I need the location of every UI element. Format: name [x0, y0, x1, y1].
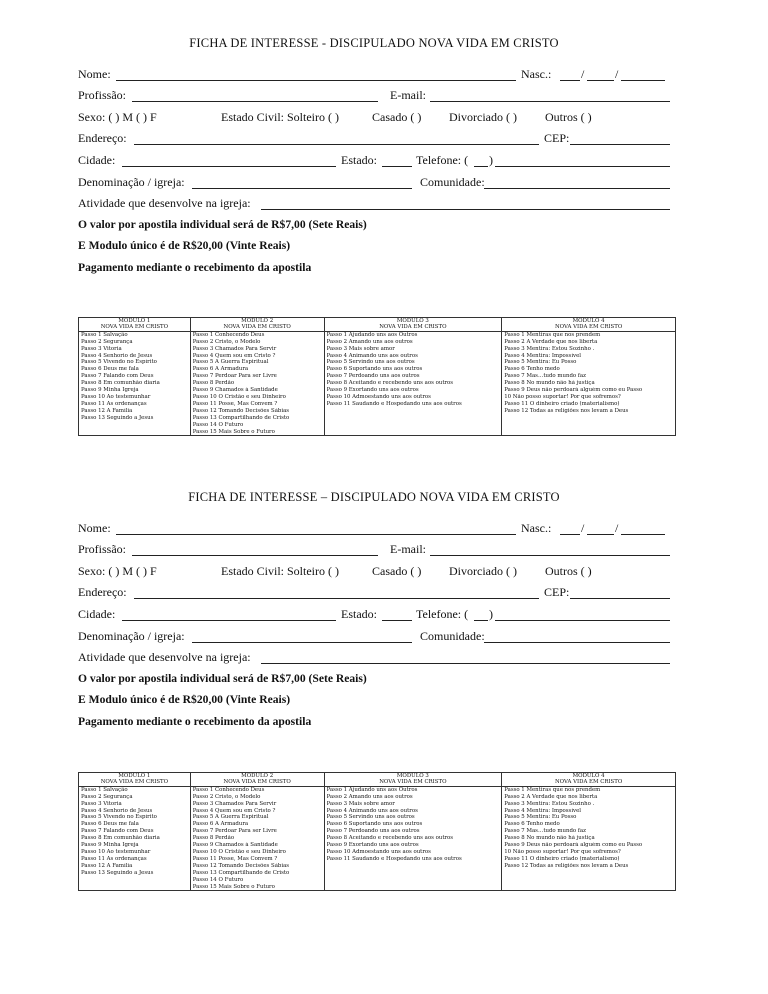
module-step: Passo 12 A Família: [81, 862, 133, 869]
module-step: Passo 7 Perdoar Para ser Livre: [192, 828, 277, 835]
form-title: FICHA DE INTERESSE – DISCIPULADO NOVA VIDA EM CRISTO: [188, 490, 560, 504]
module-number: MODULO 3: [396, 318, 429, 324]
row-endereco: [78, 583, 672, 605]
label-telefone: Telefone: (: [416, 606, 469, 621]
note-text: O valor por apostila individual será de R$7,00 (Sete Reais): [78, 671, 367, 685]
note-price-single: [78, 215, 672, 237]
module-step: Passo 7 Perdoando uns aos outros: [326, 828, 420, 835]
modules-header-row: [79, 773, 676, 787]
note-price-module: [78, 237, 672, 259]
module-step: Passo 11 Posse, Mas Convem ?: [192, 855, 278, 862]
label-comunidade: Comunidade:: [420, 628, 485, 643]
label-email: E-mail:: [390, 542, 426, 557]
module-step: Passo 1 Ajudando uns aos Outros: [326, 786, 418, 793]
module-step: Passo 12 Todas as religiões nos levam a Deus: [504, 407, 629, 414]
module-subtitle: NOVA VIDA EM CRISTO: [554, 324, 623, 331]
label-estado-civil[interactable]: Estado Civil: Solteiro ( ): [221, 109, 339, 124]
label-casado[interactable]: Casado ( ): [372, 563, 422, 578]
module-step: Passo 1 Conhecendo Deus: [192, 786, 265, 793]
module-step: Passo 9 Minha Igreja: [81, 387, 139, 394]
label-divorciado[interactable]: Divorciado ( ): [449, 563, 517, 578]
module-step: Passo 7 Mas…tudo mundo faz: [504, 828, 586, 835]
note-text: E Modulo único é de R$20,00 (Vinte Reais): [78, 239, 291, 253]
module-step: Passo 1 Mentiras que nos prendem: [504, 331, 601, 338]
module-step: Passo 7 Mas…tudo mundo faz: [504, 373, 586, 380]
field-profissao[interactable]: [132, 555, 378, 556]
module-step: Passo 13 Compartilhando de Cristo: [192, 869, 290, 876]
module-step: Passo 4 Quem sou em Cristo ?: [192, 352, 276, 359]
label-sexo[interactable]: Sexo: ( ) M ( ) F: [78, 109, 157, 124]
field-email[interactable]: [430, 101, 670, 102]
module-step: Passo 9 Exortando uns aos outros: [326, 387, 419, 394]
field-endereco[interactable]: [134, 144, 539, 145]
module-step: Passo 4 Senhorio de Jesus: [81, 807, 153, 814]
module-step: Passo 2 Cristo, o Modelo: [192, 793, 261, 800]
note-text: E Modulo único é de R$20,00 (Vinte Reais): [78, 693, 291, 707]
modules-table: [78, 772, 676, 891]
module-step: Passo 15 Mais Sobre o Futuro: [192, 428, 275, 435]
field-denominacao[interactable]: [192, 188, 412, 189]
module-step: Passo 11 O dinheiro criado (materialismo): [504, 855, 620, 862]
module-step: Passo 12 Tomando Decisões Sábias: [192, 862, 290, 869]
row-denominacao: [78, 172, 672, 194]
module-step: Passo 2 Cristo, o Modelo: [192, 338, 261, 345]
module-step: Passo 5 Servindo uns aos outros: [326, 814, 415, 821]
module-step: Passo 3 Mais sobre amor: [326, 345, 395, 352]
module-step: Passo 9 Chamados à Santidade: [192, 842, 278, 849]
field-nasc-month[interactable]: [587, 534, 614, 535]
label-outros[interactable]: Outros ( ): [545, 563, 592, 578]
row-sexo: [78, 107, 672, 129]
nasc-separator: /: [615, 66, 619, 81]
module-step: Passo 15 Mais Sobre o Futuro: [192, 883, 275, 890]
module-subtitle: NOVA VIDA EM CRISTO: [223, 324, 291, 331]
interest-form-2: [78, 490, 672, 734]
label-nasc: Nasc.:: [521, 66, 552, 81]
module-step: Passo 9 Minha Igreja: [81, 842, 139, 849]
module-step: Passo 6 Tenho medo: [504, 821, 560, 828]
form-title: FICHA DE INTERESSE - DISCIPULADO NOVA VIDA EM CRISTO: [189, 36, 559, 50]
label-denominacao: Denominação / igreja:: [78, 174, 185, 189]
label-cep: CEP:: [544, 131, 570, 146]
module-step: Passo 5 A Guerra Espiritual: [192, 814, 269, 821]
note-text: Pagamento mediante o recebimento da apostila: [78, 260, 312, 274]
module-step: Passo 4 Quem sou em Cristo ?: [192, 807, 276, 814]
field-telefone-ddd[interactable]: [474, 620, 488, 621]
module-3-header: [324, 773, 502, 787]
field-comunidade[interactable]: [484, 642, 670, 643]
field-nasc-year[interactable]: [621, 80, 665, 81]
module-number: MODULO 2: [241, 773, 274, 779]
module-step: Passo 10 Ao testemunhar: [81, 393, 151, 400]
field-nasc-year[interactable]: [621, 534, 665, 535]
row-sexo: [78, 561, 672, 583]
module-step: Passo 12 Todas as religiões nos levam a Deus: [504, 862, 629, 869]
module-step: Passo 10 Admoestando uns aos outros: [326, 848, 431, 855]
module-step: Passo 8 Aceitando e recebendo uns aos outros: [326, 380, 454, 387]
module-step: Passo 2 Amando uns aos outros: [326, 793, 413, 800]
module-step: Passo 11 Saudando e Hospedando uns aos outros: [326, 400, 462, 407]
module-number: MODULO 4: [572, 318, 605, 324]
module-number: MODULO 1: [118, 318, 151, 324]
row-nome: [78, 64, 672, 86]
module-2-steps: [190, 331, 324, 436]
field-telefone-ddd[interactable]: [474, 166, 488, 167]
field-profissao[interactable]: [132, 101, 378, 102]
module-3-steps: [324, 331, 502, 436]
row-cidade: [78, 604, 672, 626]
module-4-header: [502, 773, 676, 787]
module-step: Passo 10 O Cristão e seu Dinheiro: [192, 848, 286, 855]
module-step: Passo 5 Servindo uns aos outros: [326, 359, 415, 366]
label-estado-civil[interactable]: Estado Civil: Solteiro ( ): [221, 563, 339, 578]
label-atividade: Atividade que desenvolve na igreja:: [78, 650, 251, 665]
module-step: Passo 10 Admoestando uns aos outros: [326, 393, 431, 400]
label-profissao: Profissão:: [78, 88, 126, 103]
label-cidade: Cidade:: [78, 606, 116, 621]
module-step: Passo 7 Falando com Deus: [81, 828, 154, 835]
module-2-header: [190, 318, 324, 332]
note-payment: [78, 712, 672, 734]
module-step: Passo 3 Vitoria: [81, 800, 122, 807]
module-step: Passo 4 Mentira: Impossível: [504, 352, 581, 359]
module-1-steps: [79, 786, 191, 891]
module-number: MODULO 1: [118, 773, 151, 779]
module-step: Passo 13 Seguindo a Jesus: [81, 414, 154, 421]
label-denominacao: Denominação / igreja:: [78, 628, 185, 643]
label-atividade: Atividade que desenvolve na igreja:: [78, 196, 251, 211]
label-sexo[interactable]: Sexo: ( ) M ( ) F: [78, 563, 157, 578]
row-profissao: [78, 540, 672, 562]
module-subtitle: NOVA VIDA EM CRISTO: [554, 779, 623, 786]
module-step: Passo 10 Ao testemunhar: [81, 848, 151, 855]
module-3-steps: [324, 786, 502, 891]
module-step: Passo 3 Mais sobre amor: [326, 800, 395, 807]
field-cep[interactable]: [570, 598, 670, 599]
note-price-module: [78, 691, 672, 713]
module-step: Passo 2 A Verdade que nos liberta: [504, 338, 598, 345]
module-step: Passo 8 Perdão: [192, 380, 235, 387]
module-step: Passo 2 Segurança: [81, 793, 133, 800]
nasc-separator: /: [581, 66, 585, 81]
module-2-steps: [190, 786, 324, 891]
telefone-paren: ): [489, 152, 493, 167]
module-step: Passo 8 Aceitando e recebendo uns aos outros: [326, 835, 454, 842]
row-endereco: [78, 129, 672, 151]
modules-body-row: [79, 331, 676, 436]
module-step: Passo 3 Mentira: Estou Sozinho .: [504, 800, 595, 807]
module-step: Passo 7 Perdoar Para ser Livre: [192, 373, 277, 380]
module-step: Passo 8 No mundo não há justiça: [504, 380, 595, 387]
module-4-header: [502, 318, 676, 332]
module-step: 10 Não posso suportar! Por que sofremos?: [504, 848, 621, 855]
module-step: Passo 3 Vitoria: [81, 345, 122, 352]
field-atividade[interactable]: [261, 209, 670, 210]
module-step: Passo 11 Posse, Mas Convem ?: [192, 400, 278, 407]
label-nome: Nome:: [78, 520, 111, 535]
module-step: Passo 12 A Família: [81, 407, 133, 414]
note-price-single: [78, 669, 672, 691]
field-estado[interactable]: [382, 620, 412, 621]
module-3-header: [324, 318, 502, 332]
module-step: Passo 1 Ajudando uns aos Outros: [326, 331, 418, 338]
module-subtitle: NOVA VIDA EM CRISTO: [379, 779, 447, 786]
module-step: 10 Não posso suportar! Por que sofremos?: [504, 393, 621, 400]
module-step: Passo 3 Chamados Para Servir: [192, 345, 277, 352]
module-step: Passo 5 Vivendo no Espírito: [81, 359, 157, 366]
module-number: MODULO 4: [572, 773, 605, 779]
module-step: Passo 2 Amando uns aos outros: [326, 338, 413, 345]
module-1-header: [79, 318, 191, 332]
row-atividade: [78, 194, 672, 216]
module-step: Passo 9 Deus não perdoará alguém como eu Passo: [504, 387, 643, 394]
module-step: Passo 4 Mentira: Impossível: [504, 807, 581, 814]
module-step: Passo 2 Segurança: [81, 338, 133, 345]
row-atividade: [78, 648, 672, 670]
module-subtitle: NOVA VIDA EM CRISTO: [223, 779, 291, 786]
modules-body-row: [79, 786, 676, 891]
field-nasc-day[interactable]: [560, 534, 580, 535]
field-nasc-month[interactable]: [587, 80, 614, 81]
module-step: Passo 5 Mentira: Eu Posso: [504, 359, 577, 366]
label-estado: Estado:: [341, 152, 377, 167]
field-comunidade[interactable]: [484, 188, 670, 189]
module-step: Passo 9 Deus não perdoará alguém como eu Passo: [504, 842, 643, 849]
nasc-separator: /: [615, 520, 619, 535]
field-endereco[interactable]: [134, 598, 539, 599]
field-denominacao[interactable]: [192, 642, 412, 643]
label-comunidade: Comunidade:: [420, 174, 485, 189]
row-cidade: [78, 150, 672, 172]
label-casado[interactable]: Casado ( ): [372, 109, 422, 124]
field-email[interactable]: [430, 555, 670, 556]
row-profissao: [78, 86, 672, 108]
note-payment: [78, 258, 672, 280]
module-step: Passo 5 A Guerra Espiritual: [192, 359, 269, 366]
row-denominacao: [78, 626, 672, 648]
label-endereco: Endereço:: [78, 585, 127, 600]
label-endereco: Endereço:: [78, 131, 127, 146]
label-email: E-mail:: [390, 88, 426, 103]
note-text: Pagamento mediante o recebimento da apostila: [78, 714, 312, 728]
label-profissao: Profissão:: [78, 542, 126, 557]
module-4-steps: [502, 786, 676, 891]
modules-table: [78, 317, 676, 436]
field-telefone[interactable]: [495, 166, 670, 167]
module-2-header: [190, 773, 324, 787]
module-1-header: [79, 773, 191, 787]
label-estado: Estado:: [341, 606, 377, 621]
module-step: Passo 7 Falando com Deus: [81, 373, 154, 380]
label-cep: CEP:: [544, 585, 570, 600]
label-outros[interactable]: Outros ( ): [545, 109, 592, 124]
module-step: Passo 13 Seguindo a Jesus: [81, 869, 154, 876]
modules-header-row: [79, 318, 676, 332]
label-nome: Nome:: [78, 66, 111, 81]
module-step: Passo 3 Mentira: Estou Sozinho .: [504, 345, 595, 352]
module-step: Passo 8 Em comunhão diaria: [81, 835, 160, 842]
module-step: Passo 1 Mentiras que nos prendem: [504, 786, 601, 793]
module-step: Passo 4 Senhorio de Jesus: [81, 352, 153, 359]
module-step: Passo 14 O Futuro: [192, 876, 244, 883]
label-divorciado[interactable]: Divorciado ( ): [449, 109, 517, 124]
module-subtitle: NOVA VIDA EM CRISTO: [100, 779, 169, 786]
module-step: Passo 8 Em comunhão diaria: [81, 380, 160, 387]
note-text: O valor por apostila individual será de R$7,00 (Sete Reais): [78, 217, 367, 231]
module-number: MODULO 3: [396, 773, 429, 779]
field-nome[interactable]: [116, 534, 516, 535]
field-cidade[interactable]: [122, 166, 336, 167]
module-step: Passo 6 Deus me fala: [81, 366, 139, 373]
module-step: Passo 5 Mentira: Eu Posso: [504, 814, 577, 821]
module-step: Passo 6 Suportando uns aos outros: [326, 821, 423, 828]
module-step: Passo 6 A Armadura: [192, 366, 249, 373]
module-step: Passo 1 Salvação: [81, 786, 128, 793]
module-step: Passo 8 Perdão: [192, 835, 235, 842]
nasc-separator: /: [581, 520, 585, 535]
telefone-paren: ): [489, 606, 493, 621]
label-cidade: Cidade:: [78, 152, 116, 167]
field-nasc-day[interactable]: [560, 80, 580, 81]
module-step: Passo 11 O dinheiro criado (materialismo): [504, 400, 620, 407]
module-step: Passo 1 Salvação: [81, 331, 128, 338]
field-estado[interactable]: [382, 166, 412, 167]
module-step: Passo 8 No mundo não há justiça: [504, 835, 595, 842]
module-step: Passo 4 Animando uns aos outros: [326, 807, 418, 814]
module-step: Passo 4 Animando uns aos outros: [326, 352, 418, 359]
module-step: Passo 11 As ordenanças: [81, 855, 147, 862]
field-nome[interactable]: [116, 80, 516, 81]
module-step: Passo 6 A Armadura: [192, 821, 249, 828]
module-number: MODULO 2: [241, 318, 274, 324]
module-step: Passo 6 Suportando uns aos outros: [326, 366, 423, 373]
label-telefone: Telefone: (: [416, 152, 469, 167]
module-step: Passo 3 Chamados Para Servir: [192, 800, 277, 807]
module-subtitle: NOVA VIDA EM CRISTO: [379, 324, 447, 331]
row-nome: [78, 518, 672, 540]
module-step: Passo 6 Deus me fala: [81, 821, 139, 828]
module-step: Passo 12 Tomando Decisões Sábias: [192, 407, 290, 414]
module-4-steps: [502, 331, 676, 436]
module-subtitle: NOVA VIDA EM CRISTO: [100, 324, 169, 331]
module-step: Passo 9 Exortando uns aos outros: [326, 842, 419, 849]
label-nasc: Nasc.:: [521, 520, 552, 535]
module-step: Passo 5 Vivendo no Espírito: [81, 814, 157, 821]
module-step: Passo 2 A Verdade que nos liberta: [504, 793, 598, 800]
interest-form-1: [78, 36, 672, 280]
module-step: Passo 11 As ordenanças: [81, 400, 147, 407]
module-step: Passo 10 O Cristão e seu Dinheiro: [192, 393, 286, 400]
field-telefone[interactable]: [495, 620, 670, 621]
module-step: Passo 11 Saudando e Hospedando uns aos outros: [326, 855, 462, 862]
field-cidade[interactable]: [122, 620, 336, 621]
module-step: Passo 1 Conhecendo Deus: [192, 331, 265, 338]
module-step: Passo 9 Chamados à Santidade: [192, 387, 278, 394]
module-1-steps: [79, 331, 191, 436]
module-step: Passo 13 Compartilhando de Cristo: [192, 414, 290, 421]
module-step: Passo 6 Tenho medo: [504, 366, 560, 373]
field-atividade[interactable]: [261, 663, 670, 664]
module-step: Passo 14 O Futuro: [192, 421, 244, 428]
module-step: Passo 7 Perdoando uns aos outros: [326, 373, 420, 380]
field-cep[interactable]: [570, 144, 670, 145]
